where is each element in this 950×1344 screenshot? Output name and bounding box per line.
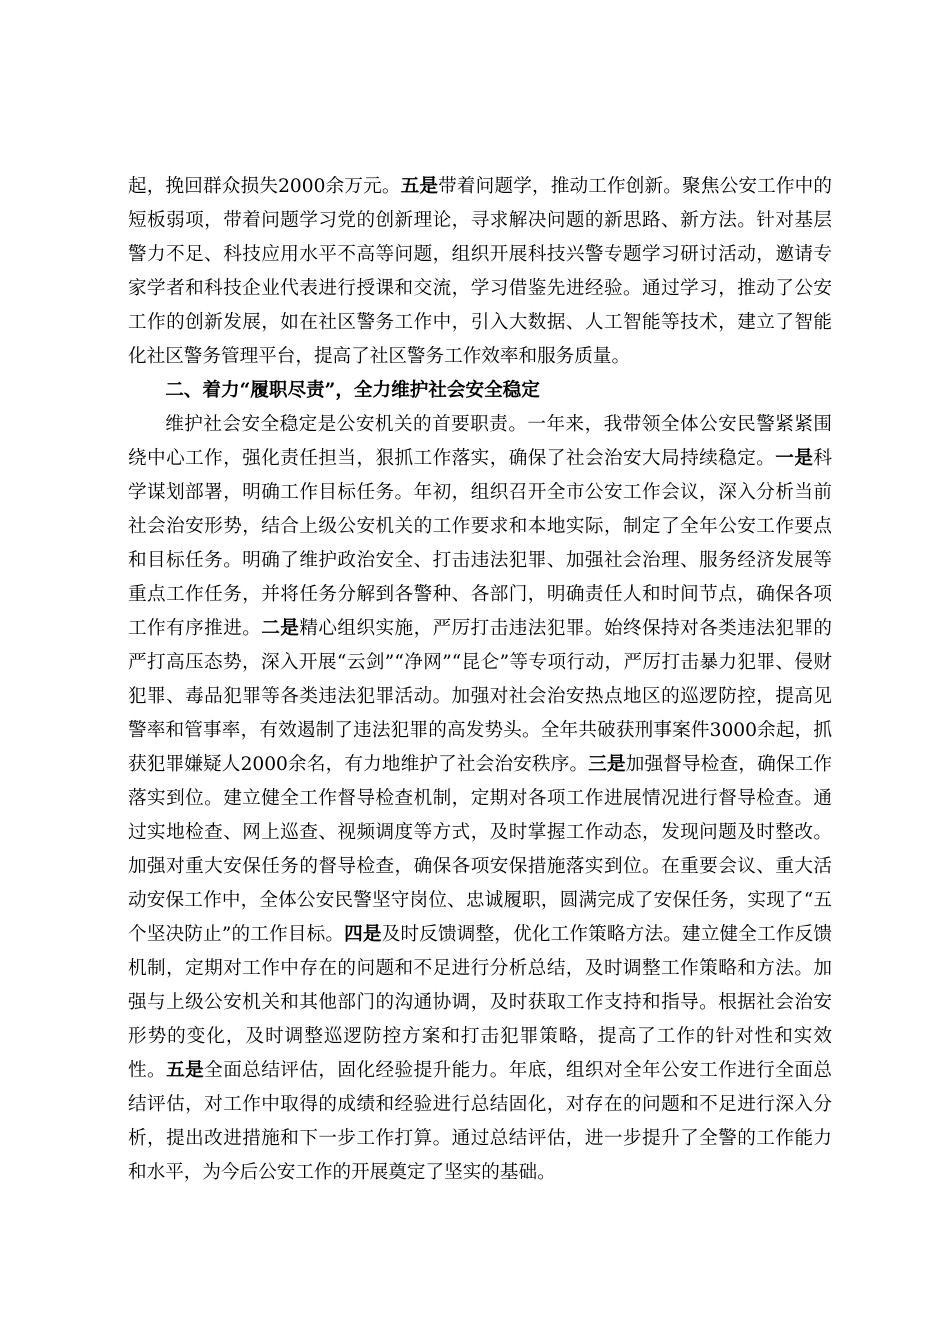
text-run-bold: 五是 bbox=[166, 1060, 205, 1081]
text-run-bold: 五是 bbox=[400, 176, 439, 197]
text-run-bold: 二是 bbox=[261, 618, 300, 639]
text-run-bold: 一是 bbox=[775, 448, 814, 469]
text-run: 加强督导检查，确保工作落实到位。建立健全工作督导检查机制，定期对各项工作进展情况进行督导检查。通过实地检查、网上巡查、视频调度等方式，及时掌握工作动态，发现问题及时整改。加强对重大安保任务的督导检查，确保各项安保措施落实到位。在重要会议、重大活动安保工作中，全体公安民警坚守岗位、忠诚履职，圆满完成了安保任务，实现了“五个坚决防止”的工作目标。 bbox=[128, 754, 832, 945]
text-run: 带着问题学，推动工作创新。聚焦公安工作中的短板弱项，带着问题学习党的创新理论，寻求解决问题的新思路、新方法。针对基层警力不足、科技应用水平不高等问题，组织开展科技兴警专题学习研讨活动，邀请专家学者和科技企业代表进行授课和交流，学习借鉴先进经验。通过学习，推动了公安工作的创新发展，如在社区警务工作中，引入大数据、人工智能等技术，建立了智能化社区警务管理平台，提高了社区警务工作效率和服务质量。 bbox=[128, 176, 832, 367]
text-run: 起，挽回群众损失2000余万元。 bbox=[128, 176, 401, 197]
text-run-bold: 三是 bbox=[588, 754, 626, 775]
section-heading: 二、着力“履职尽责”，全力维护社会安全稳定 bbox=[165, 380, 540, 401]
paragraph-continuation bbox=[128, 170, 832, 374]
paragraph-section-two bbox=[128, 408, 832, 1190]
document-page bbox=[128, 170, 832, 1190]
text-run: 科学谋划部署，明确工作目标任务。年初，组织召开全市公安工作会议，深入分析当前社会治安形势，结合上级公安机关的工作要求和本地实际，制定了全年公安工作要点和目标任务。明确了维护政治安全、打击违法犯罪、加强社会治理、服务经济发展等重点工作任务，并将任务分解到各警种、各部门，明确责任人和时间节点，确保各项工作有序推进。 bbox=[128, 448, 832, 639]
text-run-bold: 四是 bbox=[344, 924, 382, 945]
text-run: 维护社会安全稳定是公安机关的首要职责。一年来，我带领全体公安民警紧紧围绕中心工作，强化责任担当，狠抓工作落实，确保了社会治安大局持续稳定。 bbox=[128, 414, 832, 469]
text-run: 及时反馈调整，优化工作策略方法。建立健全工作反馈机制，定期对工作中存在的问题和不足进行分析总结，及时调整工作策略和方法。加强与上级公安机关和其他部门的沟通协调，及时获取工作支持和指导。根据社会治安形势的变化，及时调整巡逻防控方案和打击犯罪策略，提高了工作的针对性和实效性。 bbox=[128, 924, 832, 1081]
text-run: 全面总结评估，固化经验提升能力。年底，组织对全年公安工作进行全面总结评估，对工作中取得的成绩和经验进行总结固化，对存在的问题和不足进行深入分析，提出改进措施和下一步工作打算。通过总结评估，进一步提升了全警的工作能力和水平，为今后公安工作的开展奠定了坚实的基础。 bbox=[128, 1060, 832, 1183]
text-run: 精心组织实施，严厉打击违法犯罪。始终保持对各类违法犯罪的严打高压态势，深入开展“云剑”“净网”“昆仑”等专项行动，严厉打击暴力犯罪、侵财犯罪、毒品犯罪等各类违法犯罪活动。加强对社会治安热点地区的巡逻防控，提高见警率和管事率，有效遏制了违法犯罪的高发势头。全年共破获刑事案件3000余起，抓获犯罪嫌疑人2000余名，有力地维护了社会治安秩序。 bbox=[128, 618, 832, 775]
